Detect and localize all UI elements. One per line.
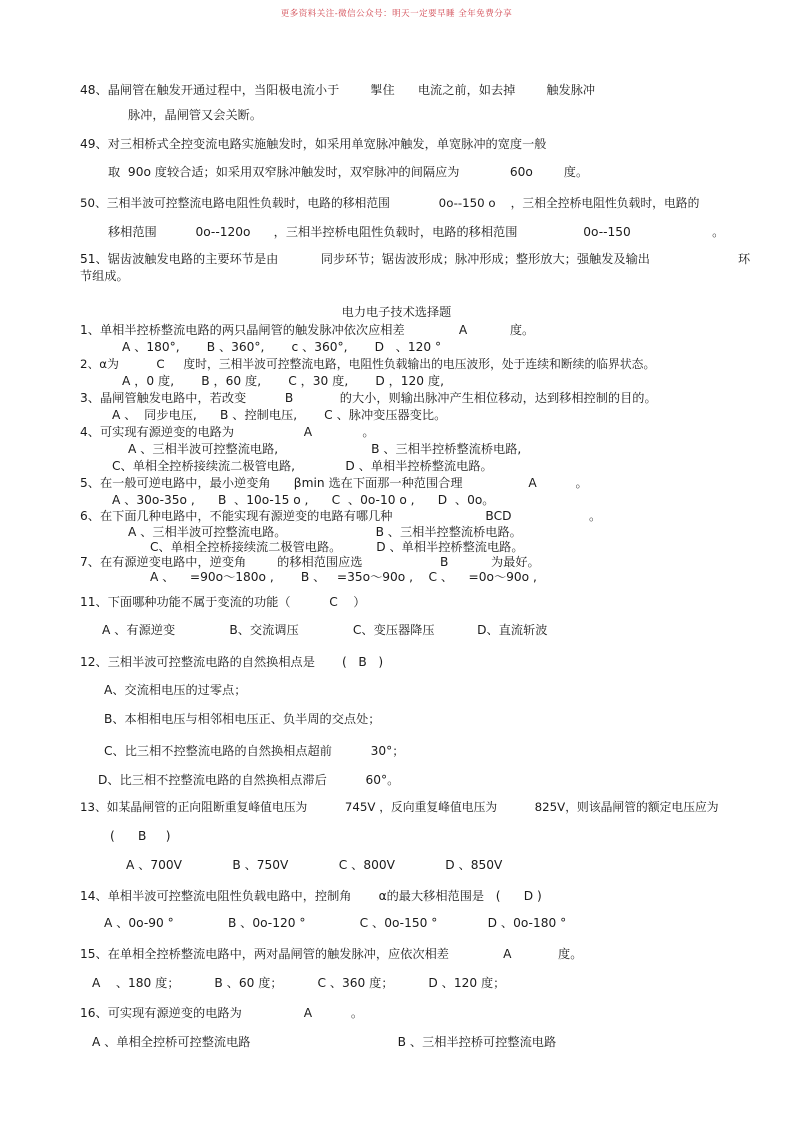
question-13: 13、如某晶闸管的正向阻断重复峰值电压为 745V ，反向重复峰值电压为 825V，则该晶闸管的额定电压应为 xyxy=(80,800,719,814)
choice-section-title: 电力电子技术选择题 xyxy=(341,305,452,319)
question-14: 14、单相半波可控整流电阻性负载电路中，控制角 α的最大移相范围是 ( D ) xyxy=(80,889,542,903)
question-16-options: A 、单相全控桥可控整流电路 B 、三相半控桥可控整流电路 xyxy=(92,1035,557,1049)
question-6-options-row-1: A 、三相半波可控整流电路。 B 、三相半控整流桥电路。 xyxy=(128,525,522,539)
question-48-line-2: 脉冲，晶闸管又会关断。 xyxy=(128,108,263,122)
question-50-line-2: 移相范围 0o--120o ，三相半控桥电阻性负载时，电路的移相范围 0o--150 。 xyxy=(108,225,725,239)
question-1-options: A 、180°, B 、360°, c 、360°, D 、120 ° xyxy=(122,340,442,354)
question-4: 4、可实现有源逆变的电路为 A 。 xyxy=(80,425,375,439)
question-3-options: A 、 同步电压, B 、控制电压, C 、脉冲变压器变比。 xyxy=(112,408,447,422)
question-13-options: A 、700V B 、750V C 、800V D 、850V xyxy=(126,858,503,872)
question-12-option-c: C、比三相不控整流电路的自然换相点超前 30°； xyxy=(104,744,405,758)
question-51-line-1: 51、锯齿波触发电路的主要环节是由 同步环节；锯齿波形成；脉冲形成；整形放大；强触发及输出 xyxy=(80,252,650,266)
question-12: 12、三相半波可控整流电路的自然换相点是 ( B ) xyxy=(80,655,384,669)
question-11: 11、下面哪种功能不属于变流的功能（ C ） xyxy=(80,595,366,609)
question-3: 3、晶闸管触发电路中，若改变 B 的大小，则输出脉冲产生相位移动，达到移相控制的目的。 xyxy=(80,391,657,405)
question-12-option-a: A、交流相电压的过零点； xyxy=(104,683,247,697)
question-15-options: A 、180 度； B 、60 度； C 、360 度； D 、120 度； xyxy=(92,976,506,990)
question-49-line-2: 取 90o 度较合适；如采用双窄脉冲触发时，双窄脉冲的间隔应为 60o 度。 xyxy=(108,165,589,179)
question-51-line-1-end: 环 xyxy=(738,252,751,266)
question-7: 7、在有源逆变电路中，逆变角 的移相范围应选 B 为最好。 xyxy=(80,555,540,569)
question-6-options-row-2: C、单相全控桥接续流二极管电路。 D 、单相半控桥整流电路。 xyxy=(150,540,524,554)
question-14-options: A 、0o-90 ° B 、0o-120 ° C 、0o-150 ° D 、0o-180 ° xyxy=(104,916,567,930)
question-2-options: A ，0 度, B ，60 度, C ，30 度, D ，120 度, xyxy=(122,374,444,388)
question-4-options-row-2: C、单相全控桥接续流二极管电路, D 、单相半控桥整流电路。 xyxy=(112,459,493,473)
question-12-option-d: D、比三相不控整流电路的自然换相点滞后 60°。 xyxy=(98,773,400,787)
question-6: 6、在下面几种电路中，不能实现有源逆变的电路有哪几种 BCD 。 xyxy=(80,509,602,523)
question-11-options: A 、有源逆变 B、交流调压 C、变压器降压 D、直流斩波 xyxy=(102,623,548,637)
question-2: 2、α为 C 度时，三相半波可控整流电路，电阻性负载输出的电压波形，处于连续和断续的临界状态。 xyxy=(80,357,656,371)
page-header-banner: 更多资料关注-微信公众号：明天一定要早睡 全年免费分享 xyxy=(280,9,513,19)
question-5-options: A 、30o-35o , B 、10o-15 o , C 、0o-10 o , D 、0o。 xyxy=(112,493,495,507)
question-5: 5、在一般可逆电路中，最小逆变角 βmin 选在下面那一种范围合理 A 。 xyxy=(80,476,588,490)
question-16: 16、可实现有源逆变的电路为 A 。 xyxy=(80,1006,364,1020)
question-1: 1、单相半控桥整流电路的两只晶闸管的触发脉冲依次应相差 A 度。 xyxy=(80,323,535,337)
question-7-options: A 、 =90o～180o , B 、 =35o～90o , C 、 =0o～90o , xyxy=(150,570,537,584)
question-4-options-row-1: A 、三相半波可控整流电路, B 、三相半控桥整流桥电路, xyxy=(128,442,522,456)
question-49-line-1: 49、对三相桥式全控变流电路实施触发时，如采用单宽脉冲触发，单宽脉冲的宽度一般 xyxy=(80,137,547,151)
question-48-line-1: 48、晶闸管在触发开通过程中，当阳极电流小于 掣住 电流之前，如去掉 触发脉冲 xyxy=(80,83,596,97)
question-13-answer: ( B ) xyxy=(110,829,171,843)
question-15: 15、在单相全控桥整流电路中，两对晶闸管的触发脉冲，应依次相差 A 度。 xyxy=(80,947,583,961)
question-50-line-1: 50、三相半波可控整流电路电阻性负载时，电路的移相范围 0o--150 o ，三相全控桥电阻性负载时，电路的 xyxy=(80,196,700,210)
question-51-line-2: 节组成。 xyxy=(80,269,129,283)
question-12-option-b: B、本相相电压与相邻相电压正、负半周的交点处； xyxy=(104,712,381,726)
